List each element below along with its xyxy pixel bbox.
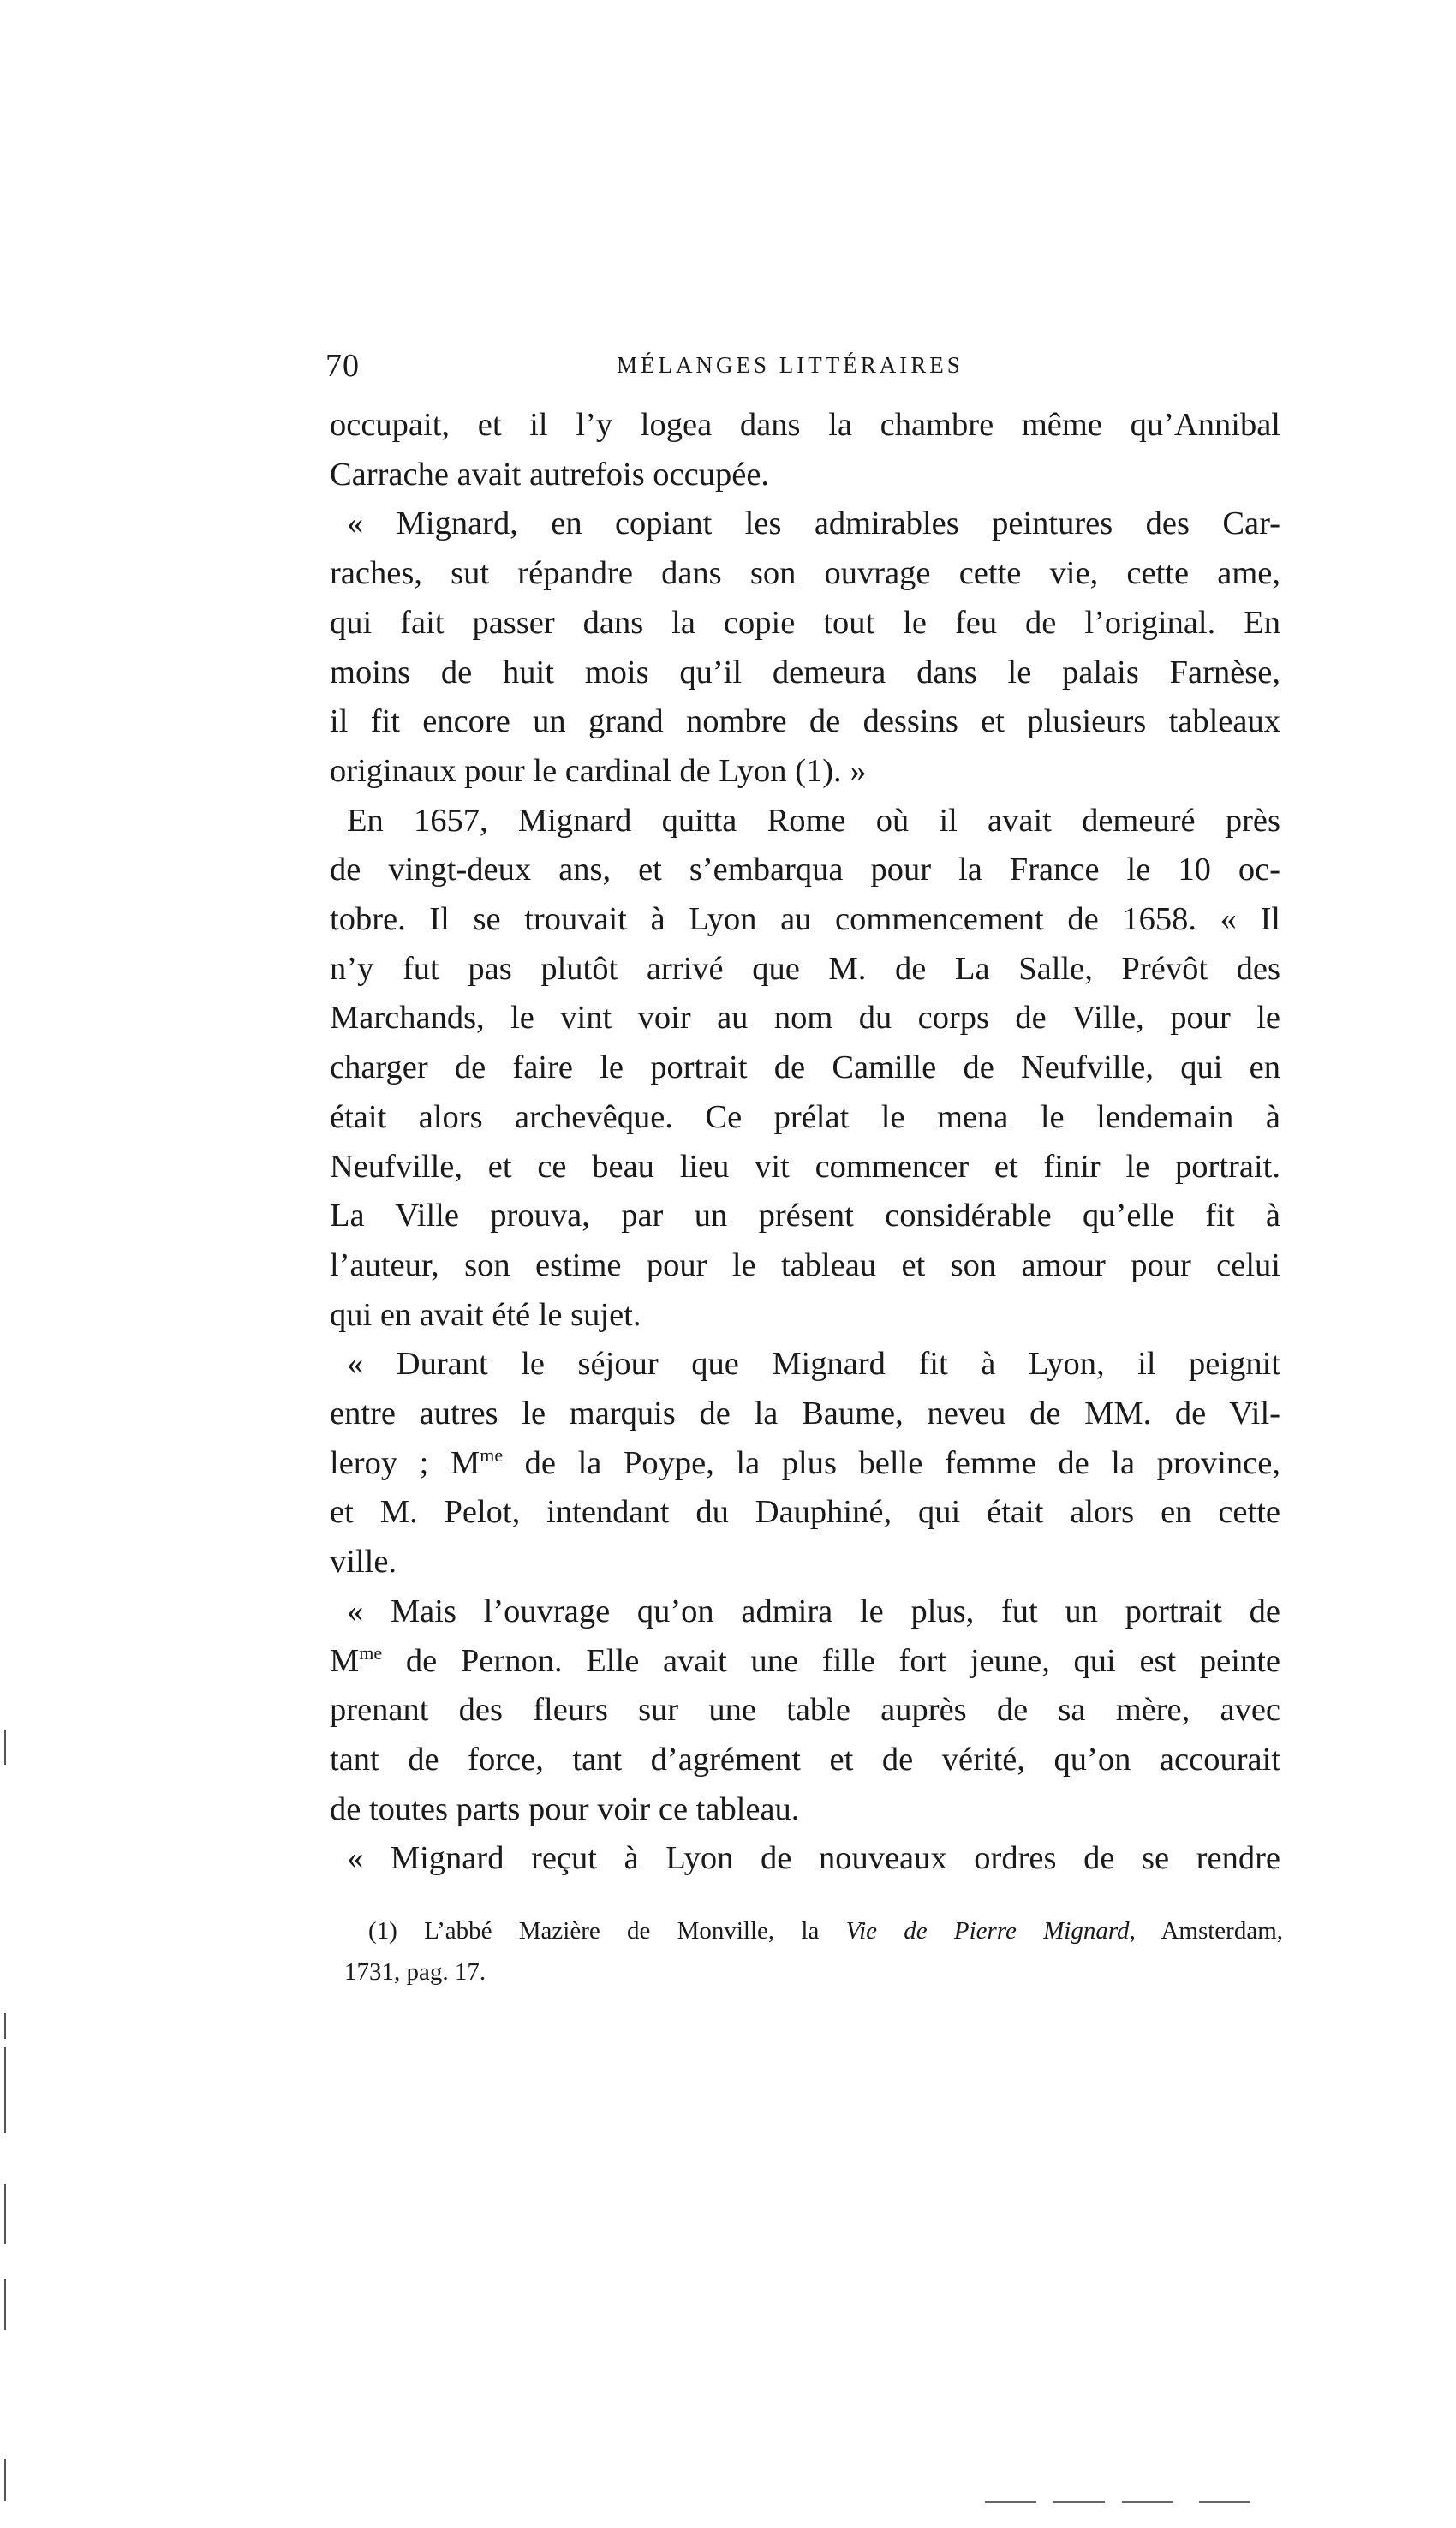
footnote-line — [368, 1910, 1283, 1951]
text-line: occupait, et il l’y logea dans la chambre même qu’Annibal — [330, 407, 1280, 443]
text-line: qui en avait été le sujet. — [330, 1296, 641, 1333]
superscript: me — [480, 1443, 504, 1466]
body-text — [330, 401, 1280, 1884]
text-line: ville. — [330, 1544, 397, 1581]
text-line: Marchands, le vint voir au nom du corps de Ville, pour le — [330, 1000, 1280, 1037]
text-line: raches, sut répandre dans son ouvrage cette vie, cette ame, — [330, 555, 1280, 592]
text-line: entre autres le marquis de la Baume, neveu de MM. de Vil- — [330, 1395, 1280, 1432]
text-line: « Durant le séjour que Mignard fit à Lyon, il peignit — [347, 1346, 1280, 1383]
running-title: MÉLANGES LITTÉRAIRES — [617, 352, 964, 378]
text-line: charger de faire le portrait de Camille de Neufville, qui en — [330, 1049, 1280, 1086]
text-line: qui fait passer dans la copie tout le feu de l’original. En — [330, 604, 1280, 641]
text-line — [330, 1637, 1280, 1687]
bottom-scan-marks — [985, 2501, 1293, 2505]
text-line: était alors archevêque. Ce prélat le mena le lendemain à — [330, 1098, 1280, 1135]
footnote-text: , Amsterdam, — [1129, 1917, 1283, 1945]
text-line: « Mais l’ouvrage qu’on admira le plus, fut un portrait de — [347, 1593, 1280, 1629]
footnote-text: L’abbé Mazière de Monville, la — [424, 1917, 846, 1945]
footnote-book-title: Vie de Pierre Mignard — [845, 1917, 1130, 1945]
text-line: n’y fut pas plutôt arrivé que M. de La Salle, Prévôt des — [330, 950, 1280, 987]
text-line: il fit encore un grand nombre de dessins et plusieurs tableaux — [330, 703, 1280, 740]
text-line: « Mignard reçut à Lyon de nouveaux ordres de se rendre — [347, 1840, 1280, 1877]
text-line: La Ville prouva, par un présent considérable qu’elle fit à — [330, 1198, 1280, 1234]
text-line — [330, 1439, 1280, 1489]
text-line: tobre. Il se trouvait à Lyon au commencement de 1658. « Il — [330, 901, 1280, 938]
text-line: prenant des fleurs sur une table auprès de sa mère, avec — [330, 1692, 1280, 1729]
text-line: tant de force, tant d’agrément et de vérité, qu’on accourait — [330, 1741, 1280, 1778]
text-line: de vingt-deux ans, et s’embarqua pour la France le 10 oc- — [330, 852, 1280, 888]
text-line: de toutes parts pour voir ce tableau. — [330, 1790, 800, 1827]
footnote-marker: (1) — [368, 1917, 397, 1945]
text-line: « Mignard, en copiant les admirables peintures des Car- — [347, 505, 1280, 542]
footnote-line: 1731, pag. 17. — [344, 1958, 486, 1986]
text-line: moins de huit mois qu’il demeura dans le palais Farnèse, — [330, 654, 1280, 690]
text-line: En 1657, Mignard quitta Rome où il avait demeuré près — [347, 802, 1280, 839]
page-number: 70 — [325, 348, 360, 384]
footnote — [344, 1910, 1283, 1993]
text-line: et M. Pelot, intendant du Dauphiné, qui était alors en cette — [330, 1494, 1280, 1531]
text-fragment: M — [330, 1642, 360, 1679]
text-line: Neufville, et ce beau lieu vit commencer et finir le portrait. — [330, 1148, 1280, 1185]
text-fragment: leroy ; M — [330, 1444, 480, 1481]
text-fragment: de Pernon. Elle avait une fille fort jeune, qui est peinte — [382, 1642, 1280, 1679]
text-line: Carrache avait autrefois occupée. — [330, 456, 770, 493]
text-line: l’auteur, son estime pour le tableau et son amour pour celui — [330, 1246, 1280, 1283]
page-header — [325, 347, 1285, 390]
superscript: me — [359, 1641, 383, 1664]
margin-scan-marks — [4, 1730, 9, 2501]
text-fragment: de la Poype, la plus belle femme de la province, — [503, 1444, 1280, 1481]
text-line: originaux pour le cardinal de Lyon (1). » — [330, 752, 867, 789]
